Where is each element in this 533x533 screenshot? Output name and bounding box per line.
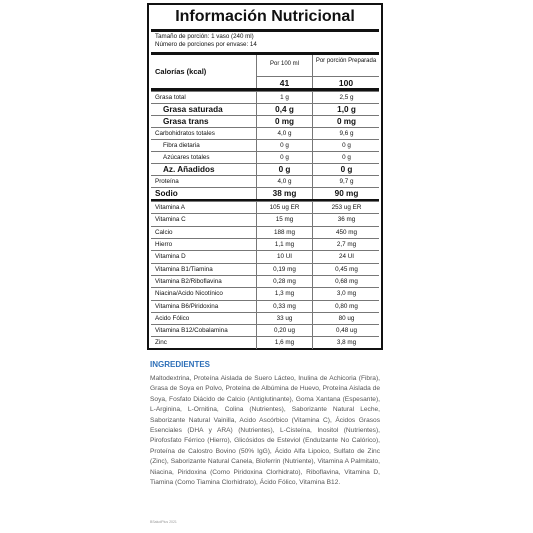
serving-divider bbox=[151, 52, 379, 55]
nutrient-value-100ml: 0 mg bbox=[274, 117, 295, 126]
vitamin-label: Vitamina B2/Riboflavina bbox=[155, 278, 222, 285]
calories-col2: 100 bbox=[338, 78, 354, 88]
vitamin-label: Vitamina B6/Piridoxina bbox=[155, 303, 219, 310]
nutrient-value-serving: 9,6 g bbox=[339, 130, 354, 137]
col1-header: Por 100 ml bbox=[269, 61, 299, 67]
vitamin-value-100ml: 0,33 mg bbox=[273, 303, 296, 310]
nutrient-label: Grasa total bbox=[155, 94, 186, 101]
calories-rule bbox=[257, 76, 379, 77]
nutrient-label: Carbohidratos totales bbox=[155, 130, 215, 137]
vitamin-value-serving: 3,8 mg bbox=[336, 339, 357, 346]
vitamin-label: Vitamina B12/Cobalamina bbox=[155, 327, 228, 334]
nutrient-value-serving: 2,5 g bbox=[339, 94, 354, 101]
vitamin-row bbox=[151, 213, 379, 226]
vitamin-label: Niacina/Acido Nicotínico bbox=[155, 290, 223, 297]
vitamin-value-100ml: 1,1 mg bbox=[274, 241, 295, 248]
nutrient-value-serving: 0 g bbox=[340, 165, 353, 174]
vitamin-value-100ml: 1,3 mg bbox=[274, 290, 295, 297]
vitamin-value-100ml: 15 mg bbox=[275, 216, 294, 223]
nutrient-value-serving: 0 mg bbox=[336, 117, 357, 126]
title-divider bbox=[151, 29, 379, 32]
vitamin-value-100ml: 0,19 mg bbox=[273, 266, 296, 273]
ingredients-title: INGREDIENTES bbox=[150, 360, 211, 369]
panel-title: Información Nutricional bbox=[175, 8, 355, 25]
calories-label: Calorías (kcal) bbox=[155, 67, 207, 76]
vitamin-value-serving: 80 ug bbox=[338, 315, 355, 322]
vitamin-value-serving: 253 ug ER bbox=[331, 204, 362, 211]
vitamin-value-100ml: 105 ug ER bbox=[269, 204, 300, 211]
vitamin-value-serving: 36 mg bbox=[337, 216, 356, 223]
vitamin-value-100ml: 0,20 ug bbox=[273, 327, 295, 334]
nutrient-label: Azúcares totales bbox=[163, 154, 210, 161]
nutrient-value-100ml: 38 mg bbox=[272, 189, 297, 198]
vitamin-row bbox=[151, 287, 379, 300]
vitamin-value-serving: 0,45 mg bbox=[335, 266, 358, 273]
nutrient-label: Grasa trans bbox=[163, 117, 209, 126]
vitamin-value-serving: 3,0 mg bbox=[336, 290, 357, 297]
vitamin-value-serving: 0,68 mg bbox=[335, 278, 358, 285]
vitamin-value-serving: 450 mg bbox=[335, 229, 357, 236]
nutrient-value-serving: 90 mg bbox=[334, 189, 359, 198]
vitamin-value-serving: 2,7 mg bbox=[336, 241, 357, 248]
vitamin-label: Zinc bbox=[155, 339, 167, 346]
vitamin-row bbox=[151, 250, 379, 263]
nutrient-value-100ml: 0 g bbox=[280, 142, 289, 149]
vitamin-value-100ml: 10 UI bbox=[276, 253, 293, 260]
nutrient-label: Grasa saturada bbox=[163, 105, 223, 114]
nutrient-label: Az. Añadidos bbox=[163, 165, 215, 174]
vitamin-label: Vitamina D bbox=[155, 253, 186, 260]
nutrient-value-100ml: 0 g bbox=[280, 154, 289, 161]
ingredients-text: Maltodextrina, Proteína Aislada de Suero Lácteo, Inulina de Achicoria (Fibra), Grasa de Soya en Polvo, Proteína de Albúmina de Huevo, Proteína Aislada de Soya, Fosfato Diácido de Calcio (Antiglutinante), Goma Xantana (Espesante), L-Arginina, L-Ornitina, Colina (Nutrientes), Saborizante Natural Leche, Saborizante Natural Vainilla, Acido Ascórbico (Vitamina C), Ácidos Grasos Esenciales (DHA y ARA) (Nutrientes), L-Cisteína, Inositol (Nutrientes), Pirofosfato Férrico (Hierro), Glicósidos de Esteviol (Endulzante No Calórico), Proteína de Calostro Bovino (50% IgG), Ácido Alfa Lipoico, Sulfato de Zinc (Zinc), Saborizante Natural Canela, Bioferrin (Nutriente), Vitamina A Palmitato, Niacina, Piridoxina (Como Piridoxina Clorhidrato), Riboflavina, Vitamina D, Tiamina (Como Tiamina Clorhidrato), Ácido Fólico, Vitamina B12. bbox=[150, 375, 380, 487]
nutrition-facts-panel bbox=[147, 3, 383, 350]
vitamin-value-serving: 0,80 mg bbox=[335, 303, 358, 310]
vitamin-row bbox=[151, 336, 379, 349]
col2-header: Por porción Preparada bbox=[315, 58, 377, 64]
nutrient-value-100ml: 0,4 g bbox=[275, 105, 294, 114]
nutrient-value-serving: 0 g bbox=[342, 154, 351, 161]
serving-size: Tamaño de porción: 1 vaso (240 ml) bbox=[155, 33, 254, 40]
nutrient-label: Proteína bbox=[155, 178, 179, 185]
nutrient-value-serving: 1,0 g bbox=[337, 105, 356, 114]
footer-note: BSaludPlus 2021 bbox=[150, 520, 177, 524]
vitamin-value-100ml: 1,6 mg bbox=[274, 339, 295, 346]
vitamin-label: Acido Fólico bbox=[155, 315, 190, 322]
vitamin-label: Vitamina C bbox=[155, 216, 186, 223]
nutrient-label: Fibra dietaria bbox=[163, 142, 200, 149]
vitamin-value-100ml: 188 mg bbox=[273, 229, 295, 236]
nutrient-value-100ml: 4,0 g bbox=[277, 178, 292, 185]
nutrient-value-100ml: 0 g bbox=[278, 165, 291, 174]
calories-col1: 41 bbox=[279, 78, 290, 88]
vitamin-value-100ml: 33 ug bbox=[276, 315, 293, 322]
nutrient-value-serving: 0 g bbox=[342, 142, 351, 149]
vitamin-label: Vitamina A bbox=[155, 204, 185, 211]
vitamin-value-serving: 24 UI bbox=[338, 253, 355, 260]
nutrient-label: Sodio bbox=[155, 189, 178, 198]
nutrient-value-100ml: 1 g bbox=[280, 94, 289, 101]
vitamin-label: Hierro bbox=[155, 241, 173, 248]
vitamin-value-serving: 0,48 ug bbox=[335, 327, 357, 334]
nutrient-value-100ml: 4,0 g bbox=[277, 130, 292, 137]
vitamin-value-100ml: 0,28 mg bbox=[273, 278, 296, 285]
vitamin-label: Calcio bbox=[155, 229, 173, 236]
nutrient-value-serving: 9,7 g bbox=[339, 178, 354, 185]
vitamin-label: Vitamina B1/Tiamina bbox=[155, 266, 213, 273]
servings-per-container: Número de porciones por envase: 14 bbox=[155, 41, 257, 48]
